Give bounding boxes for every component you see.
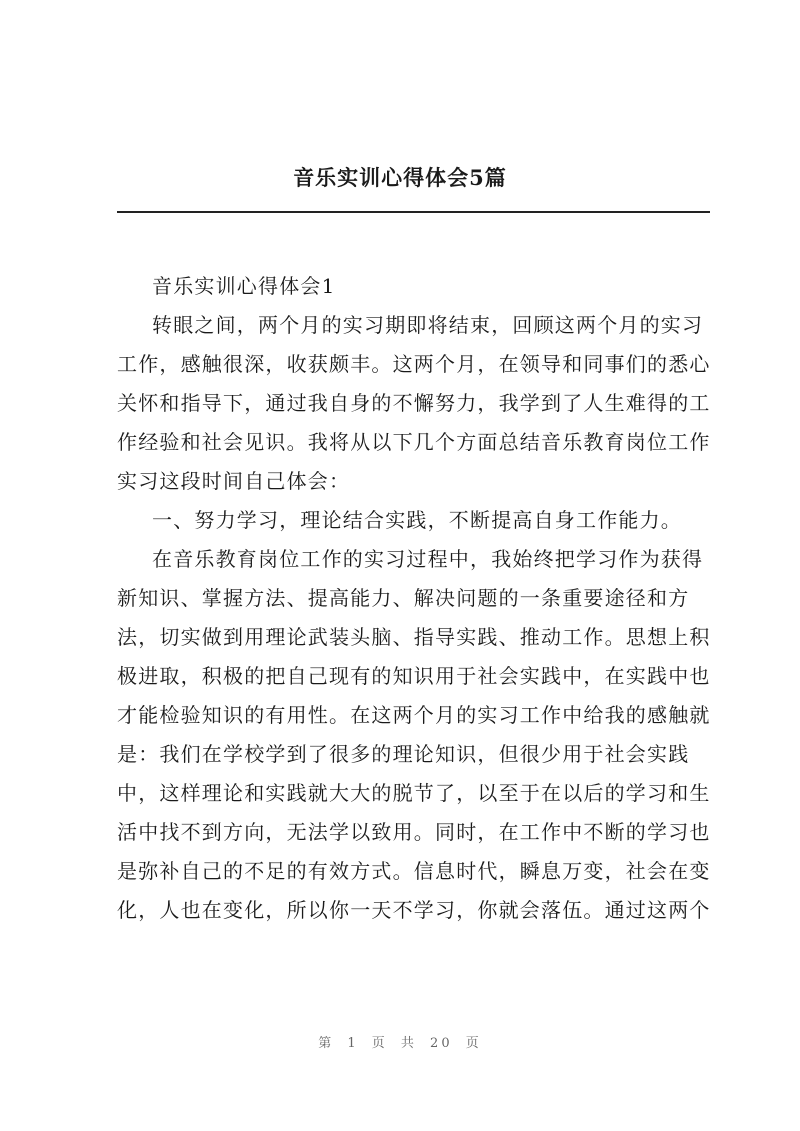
- page-number: 第 1 页 共 20 页: [318, 1036, 482, 1051]
- document-title: 音乐实训心得体会5篇: [293, 165, 507, 190]
- paragraph: 转眼之间，两个月的实习期即将结束，回顾这两个月的实习工作，感触很深，收获颇丰。这两个月，在领导和同事们的悉心关怀和指导下，通过我自身的不懈努力，我学到了人生难得的工作经验和社会见识。我将从以下几个方面总结音乐教育岗位工作实习这段时间自己体会：: [117, 313, 711, 493]
- paragraph: 一、努力学习，理论结合实践，不断提高自身工作能力。: [152, 508, 682, 532]
- paragraph: 在音乐教育岗位工作的实习过程中，我始终把学习作为获得新知识、掌握方法、提高能力、解决问题的一条重要途径和方法，切实做到用理论武装头脑、指导实践、推动工作。思想上积极进取，积极的把自己现有的知识用于社会实践中，在实践中也才能检验知识的有用性。在这两个月的实习工作中给我的感触就是：我们在学校学到了很多的理论知识，但很少用于社会实践中，这样理论和实践就大大的脱节了，以至于在以后的学习和生活中找不到方向，无法学以致用。同时，在工作中不断的学习也是弥补自己的不足的有效方式。信息时代，瞬息万变，社会在变化，人也在变化，所以你一天不学习，你就会落伍。通过这两个: [117, 547, 711, 922]
- document-body: [117, 267, 717, 930]
- section-heading: 音乐实训心得体会1: [152, 274, 336, 298]
- title-underline: [117, 211, 710, 213]
